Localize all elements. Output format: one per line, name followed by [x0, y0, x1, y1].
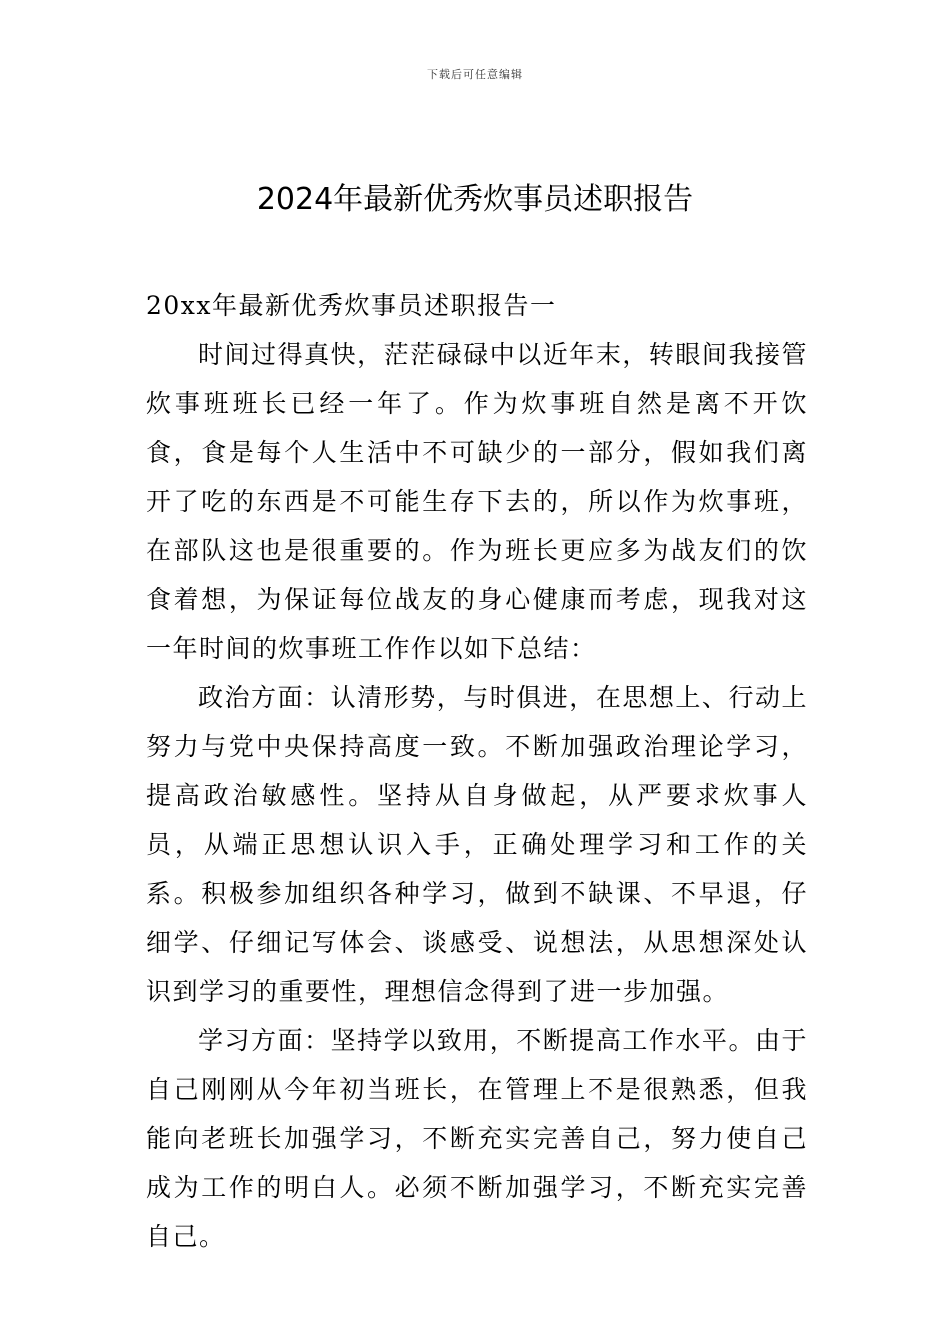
paragraph-politics: 政治方面：认清形势，与时俱进，在思想上、行动上努力与党中央保持高度一致。不断加强政治理论学习，提高政治敏感性。坚持从自身做起，从严要求炊事人员，从端正思想认识入手，正确处理学习和工作的关系。积极参加组织各种学习，做到不缺课、不早退，仔细学、仔细记写体会、谈感受、说想法，从思想深处认识到学习的重要性，理想信念得到了进一步加强。: [146, 683, 808, 1006]
paragraph-intro: 时间过得真快，茫茫碌碌中以近年末，转眼间我接管炊事班班长已经一年了。作为炊事班自然是离不开饮食，食是每个人生活中不可缺少的一部分，假如我们离开了吃的东西是不可能生存下去的，所以作为炊事班，在部队这也是很重要的。作为班长更应多为战友们的饮食着想，为保证每位战友的身心健康而考虑，现我对这一年时间的炊事班工作作以如下总结：: [146, 340, 808, 663]
document-body: [146, 281, 808, 1261]
section-subtitle: 20xx年最新优秀炊事员述职报告一: [146, 291, 557, 320]
paragraph-study: 学习方面：坚持学以致用，不断提高工作水平。由于自己刚刚从今年初当班长，在管理上不是很熟悉，但我能向老班长加强学习，不断充实完善自己，努力使自己成为工作的明白人。必须不断加强学习，不断充实完善自己。: [146, 1026, 808, 1251]
header-note: 下载后可任意编辑: [427, 68, 523, 81]
document-title: 2024年最新优秀炊事员述职报告: [256, 182, 694, 217]
